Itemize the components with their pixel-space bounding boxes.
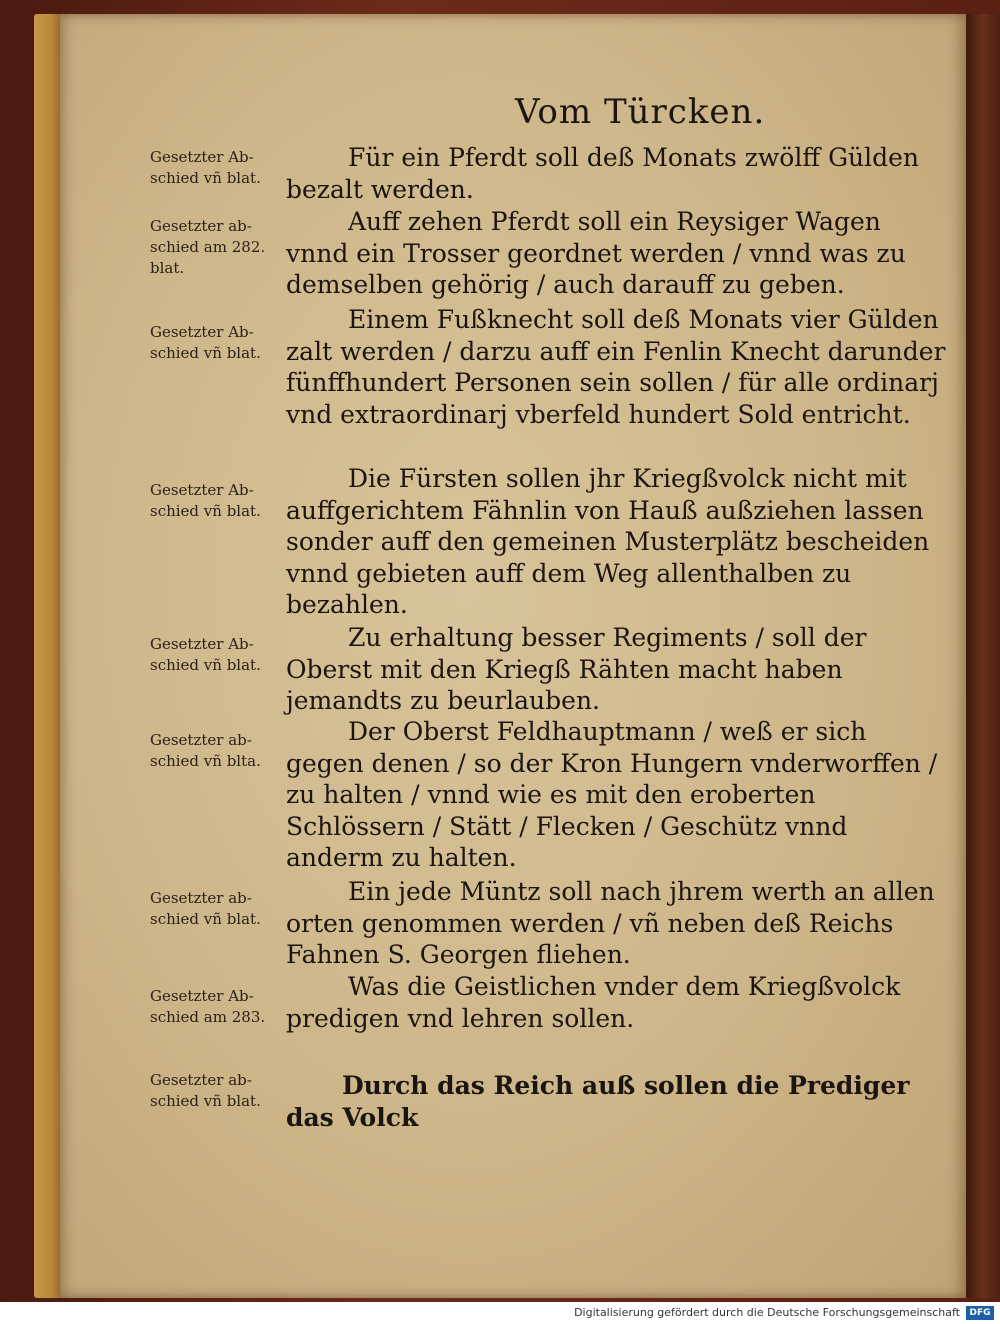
footer-bar: [0, 1302, 1000, 1324]
paragraph: Einem Fußknecht soll deß Monats vier Gülden zalt werden / darzu auff ein Fenlin Knecht darunder fünffhundert Personen sein sollen / für alle ordinarj vnd extraordinarj vberfeld hundert Sold entricht.: [286, 305, 946, 429]
marginal-note: Gesetzter Ab-schied vñ blat.: [150, 635, 261, 674]
paragraph: Auff zehen Pferdt soll ein Reysiger Wagen vnnd ein Trosser geordnet werden / vnnd was zu demselben gehörig / auch darauff zu geben.: [286, 207, 906, 299]
marginal-note: Gesetzter ab-schied vñ blat.: [150, 889, 261, 928]
paragraph: Die Fürsten sollen jhr Kriegßvolck nicht mit auffgerichtem Fähnlin von Hauß außziehen lassen sonder auff den gemeinen Musterplätz bescheiden vnnd gebieten auff dem Weg allenthalben zu bezahlen.: [286, 464, 930, 619]
dfg-logo: DFG: [966, 1306, 994, 1320]
paragraph: Ein jede Müntz soll nach jhrem werth an allen orten genommen werden / vñ neben deß Reichs Fahnen S. Georgen fliehen.: [286, 877, 935, 969]
paragraph: Was die Geistlichen vnder dem Kriegßvolck predigen vnd lehren sollen.: [286, 972, 901, 1033]
paragraph: Für ein Pferdt soll deß Monats zwölff Gülden bezalt werden.: [286, 143, 920, 204]
marginal-note: Gesetzter ab-schied vñ blat.: [150, 1071, 261, 1110]
paragraph: Zu erhaltung besser Regiments / soll der Oberst mit den Kriegß Rähten macht haben jemandts zu beurlauben.: [286, 623, 867, 715]
marginal-note: Gesetzter ab-schied am 282. blat.: [150, 217, 266, 277]
paragraph: Der Oberst Feldhauptmann / weß er sich gegen denen / so der Kron Hungern vnderworffen / zu halten / vnnd wie es mit den eroberten Schlössern / Stätt / Flecken / Geschütz vnnd anderm zu halten.: [286, 717, 938, 872]
marginal-note: Gesetzter Ab-schied vñ blat.: [150, 481, 261, 520]
funding-credit: Digitalisierung gefördert durch die Deutsche Forschungsgemeinschaft: [574, 1306, 960, 1319]
marginal-note: Gesetzter ab-schied vñ blta.: [150, 731, 261, 770]
marginal-note: Gesetzter Ab-schied vñ blat.: [150, 323, 261, 362]
book-binding: [966, 14, 1000, 1298]
paragraph: Durch das Reich auß sollen die Prediger das Volck: [286, 1071, 910, 1132]
marginal-note: Gesetzter Ab-schied vñ blat.: [150, 148, 261, 187]
marginal-note: Gesetzter Ab-schied am 283.: [150, 987, 266, 1026]
running-heading: Vom Türcken.: [515, 92, 766, 132]
